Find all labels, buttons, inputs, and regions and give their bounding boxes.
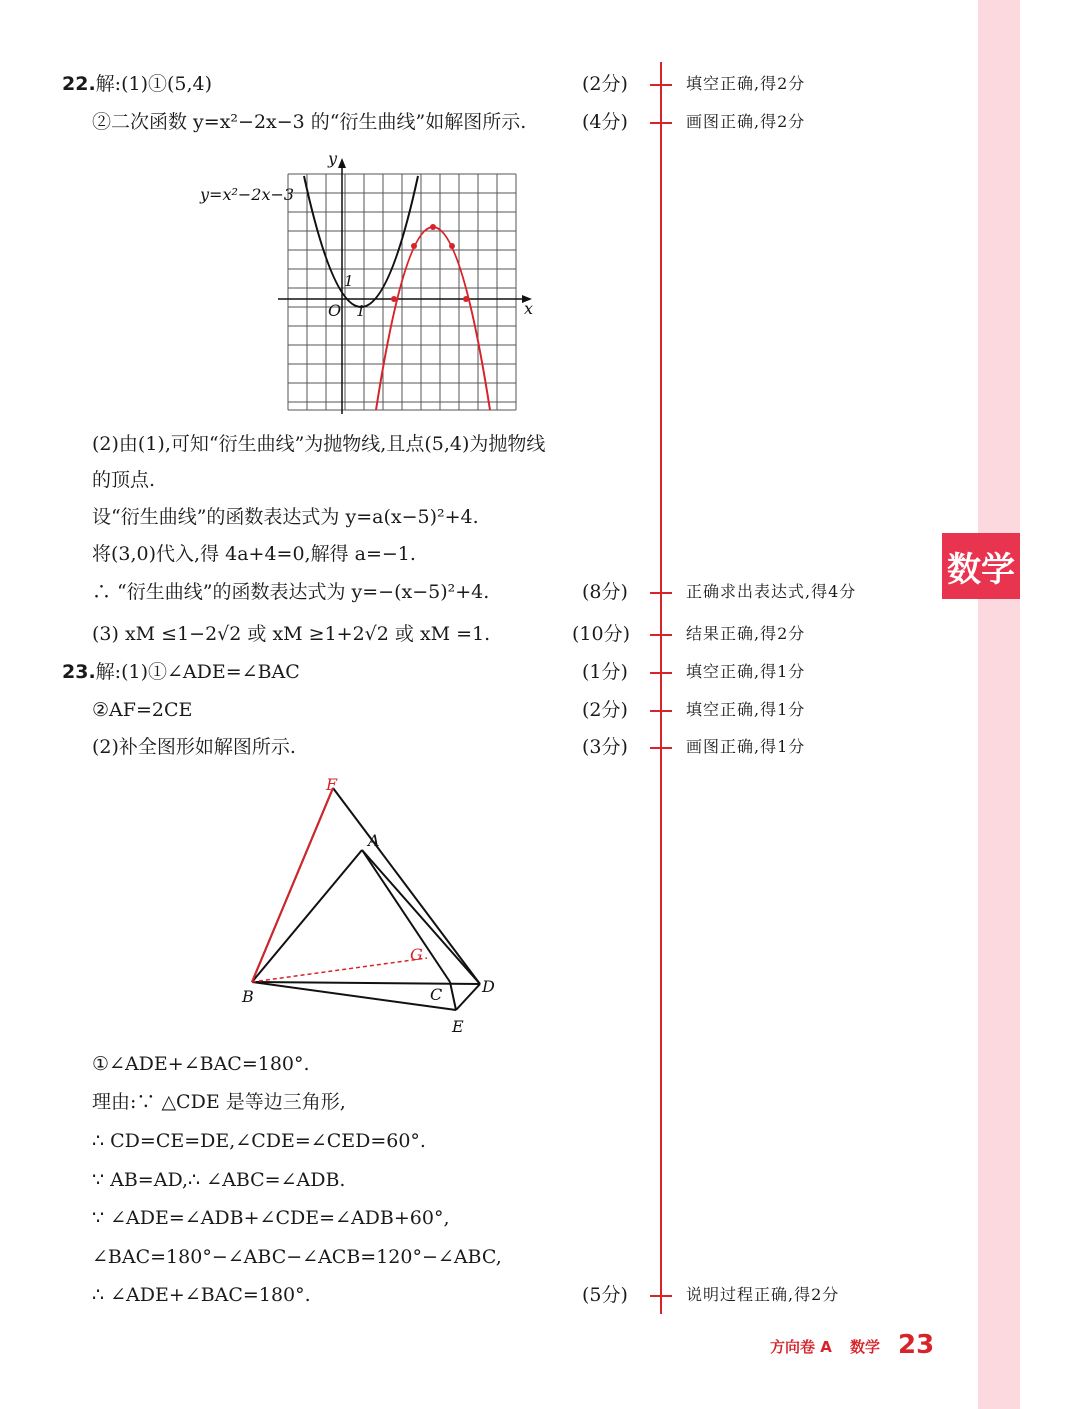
q23-line-5: 理由:∵ △CDE 是等边三角形,: [92, 1091, 346, 1113]
q23-line-9: ∠BAC=180°−∠ABC−∠ACB=120°−∠ABC,: [92, 1246, 502, 1268]
subject-tab: 数学: [942, 533, 1020, 599]
score-note-7: 画图正确,得1分: [686, 737, 806, 756]
q22-line-1: [62, 72, 212, 96]
q22-line-5: 设“衍生曲线”的函数表达式为 y=a(x−5)²+4.: [92, 506, 479, 528]
q23-line-2: ②AF=2CE: [92, 699, 193, 721]
q23-label-C: C: [430, 985, 443, 1004]
score-6: (2分): [582, 699, 628, 721]
q22-line-3: (2)由(1),可知“衍生曲线”为抛物线,且点(5,4)为抛物线: [92, 433, 546, 455]
q23-label-E: E: [452, 1017, 464, 1036]
score-note-5: 填空正确,得1分: [686, 662, 806, 681]
score-note-6: 填空正确,得1分: [686, 700, 806, 719]
q23-label-G: G: [410, 945, 423, 964]
q22-line-7: ∴ “衍生曲线”的函数表达式为 y=−(x−5)²+4.: [92, 581, 490, 603]
score-tick-2: [650, 122, 672, 124]
score-tick-3: [650, 592, 672, 594]
q22-line-2: ②二次函数 y=x²−2x−3 的“衍生曲线”如解图所示.: [92, 111, 527, 133]
q22-part1-answer: 解:(1)①(5,4): [95, 73, 213, 95]
page-edge-sidebar: [978, 0, 1020, 1409]
q23-part1-answer: 解:(1)①∠ADE=∠BAC: [95, 661, 300, 683]
page-number: 23: [898, 1330, 935, 1360]
q23-line-8: ∵ ∠ADE=∠ADB+∠CDE=∠ADB+60°,: [92, 1207, 450, 1229]
q22-line-6: 将(3,0)代入,得 4a+4=0,解得 a=−1.: [92, 543, 416, 565]
q23-line-3: (2)补全图形如解图所示.: [92, 736, 296, 758]
score-tick-8: [650, 1295, 672, 1297]
q23-label-B: B: [242, 987, 254, 1006]
scoring-divider-line: [660, 62, 662, 1314]
score-tick-7: [650, 747, 672, 749]
score-note-1: 填空正确,得2分: [686, 74, 806, 93]
q22-parabola-graph: [196, 148, 546, 418]
q22-curve-label: y=x²−2x−3: [200, 185, 295, 204]
score-7: (3分): [582, 736, 628, 758]
q22-line-4: 的顶点.: [92, 469, 156, 491]
q22-origin-label: O: [328, 301, 342, 320]
footer-label: 方向卷 A: [770, 1338, 832, 1356]
q23-label-D: D: [482, 977, 495, 996]
q23-line-6: ∴ CD=CE=DE,∠CDE=∠CED=60°.: [92, 1130, 426, 1152]
score-tick-1: [650, 84, 672, 86]
q23-label-A: A: [368, 831, 380, 850]
q23-label-F: F: [326, 775, 338, 794]
score-4: (10分): [572, 623, 631, 645]
q23-line-7: ∵ AB=AD,∴ ∠ABC=∠ADB.: [92, 1169, 346, 1191]
score-2: (4分): [582, 111, 628, 133]
q23-number: 23.: [62, 661, 96, 683]
score-tick-5: [650, 672, 672, 674]
score-3: (8分): [582, 581, 628, 603]
q22-tick-y-one: 1: [344, 272, 354, 290]
score-note-8: 说明过程正确,得2分: [686, 1285, 840, 1304]
q23-triangle-figure: [230, 770, 510, 1040]
score-note-4: 结果正确,得2分: [686, 624, 806, 643]
score-tick-6: [650, 710, 672, 712]
q22-tick-x-one: 1: [356, 302, 366, 320]
score-5: (1分): [582, 661, 628, 683]
q23-line-1: [62, 660, 300, 684]
q22-axis-y-label: y: [328, 149, 338, 168]
score-tick-4: [650, 634, 672, 636]
score-note-3: 正确求出表达式,得4分: [686, 582, 857, 601]
q22-number: 22.: [62, 73, 96, 95]
q23-line-4: ①∠ADE+∠BAC=180°.: [92, 1053, 310, 1075]
q22-axis-x-label: x: [524, 299, 534, 318]
footer-subject: 数学: [850, 1338, 881, 1356]
q23-line-10: ∴ ∠ADE+∠BAC=180°.: [92, 1284, 311, 1306]
q22-line-8: (3) xM ≤1−2√2 或 xM ≥1+2√2 或 xM =1.: [92, 623, 491, 645]
score-1: (2分): [582, 73, 628, 95]
score-note-2: 画图正确,得2分: [686, 112, 806, 131]
score-8: (5分): [582, 1284, 628, 1306]
